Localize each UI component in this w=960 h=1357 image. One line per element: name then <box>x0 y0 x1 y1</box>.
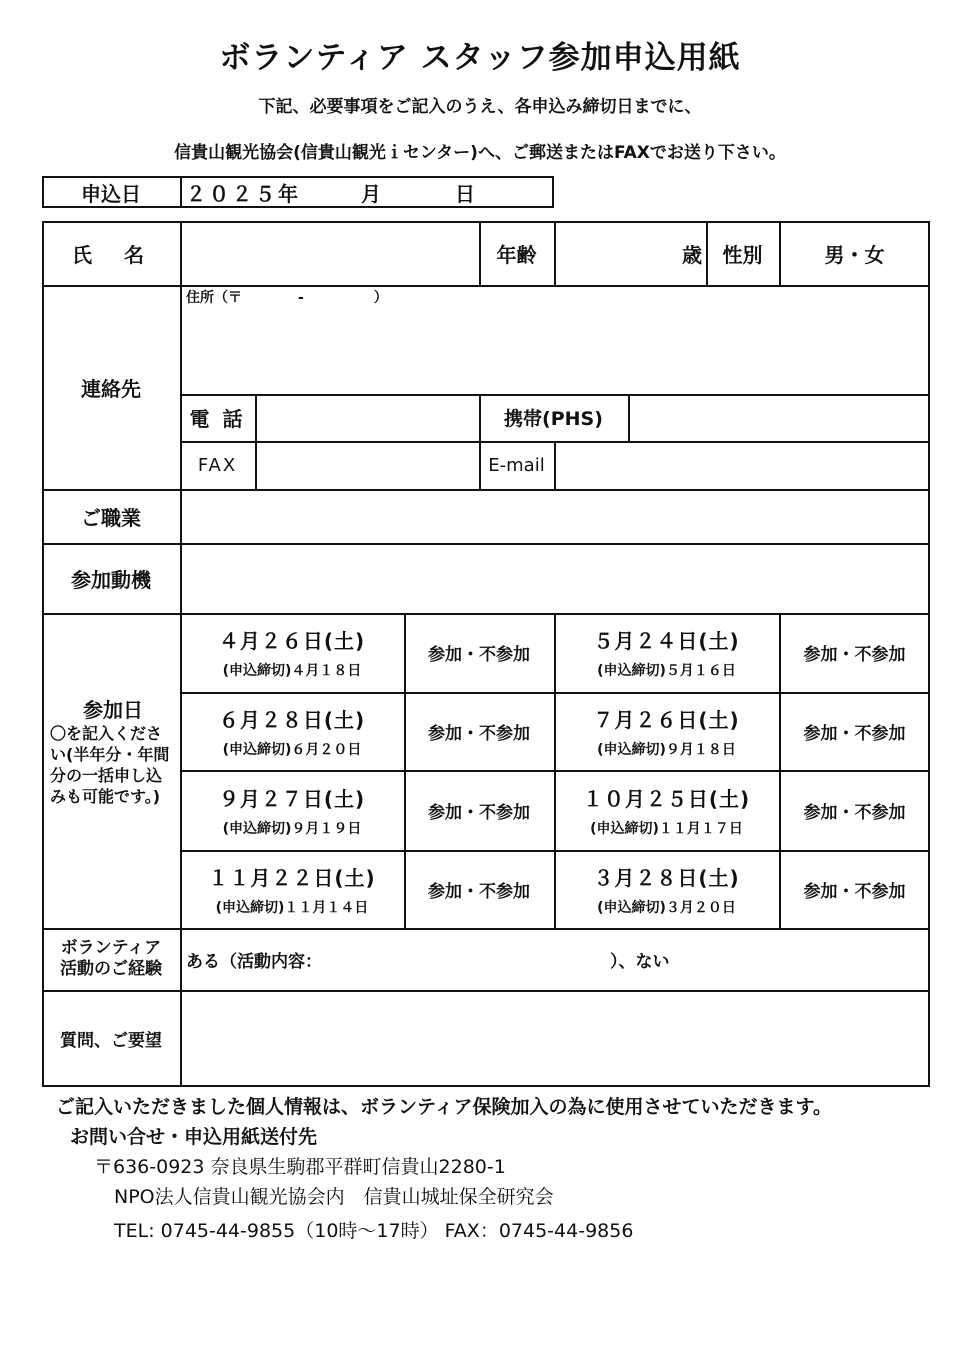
participation-note: 〇を記入ください(半年分・年間分の一括申し込みも可能です。) <box>50 724 170 806</box>
name-label: 氏 名 <box>72 242 150 267</box>
date-cell <box>554 692 779 770</box>
privacy-note: ご記入いただきました個人情報は、ボランティア保険加入の為に使用させていただきます。 <box>56 1096 832 1118</box>
application-year[interactable]: ２０２５年 <box>186 181 301 206</box>
deadline-date: (申込締切)４月１８日 <box>222 663 362 679</box>
occupation-field[interactable] <box>182 491 928 542</box>
phone-field[interactable] <box>257 396 477 440</box>
date-cell <box>554 850 779 928</box>
attendance-choice[interactable]: 参加・不参加 <box>428 723 530 744</box>
event-date: ６月２８日(土) <box>218 707 366 732</box>
attendance-choice[interactable]: 参加・不参加 <box>803 723 906 744</box>
contact-title: お問い合せ・申込用紙送付先 <box>70 1126 318 1148</box>
date-cell <box>180 692 404 770</box>
contact-address: 〒636-0923 奈良県生駒郡平群町信貴山2280-1 <box>94 1156 506 1178</box>
gender-choice[interactable]: 男・女 <box>824 242 885 267</box>
age-label: 年齢 <box>496 242 537 267</box>
attendance-choice[interactable]: 参加・不参加 <box>803 645 906 665</box>
form-title: ボランティア スタッフ参加申込用紙 <box>219 40 741 76</box>
application-day[interactable]: 日 <box>455 181 475 206</box>
attendance-choice[interactable]: 参加・不参加 <box>428 645 530 665</box>
deadline-date: (申込締切)９月１９日 <box>222 820 362 837</box>
fax-label: FAX <box>197 454 238 476</box>
motivation-label: 参加動機 <box>71 567 151 592</box>
contact-organization: NPO法人信貴山観光協会内 信貴山城址保全研究会 <box>114 1186 554 1208</box>
event-date: ４月２６日(土) <box>218 629 366 653</box>
phone-label: 電 話 <box>189 407 246 431</box>
address-label: 住所（〒 - ） <box>186 290 388 306</box>
participation-title: 参加日 <box>83 698 143 722</box>
application-month[interactable]: 月 <box>361 181 381 206</box>
questions-label: 質問、ご要望 <box>60 1031 162 1051</box>
attendance-choice[interactable]: 参加・不参加 <box>428 881 530 902</box>
instruction-line-1: 下記、必要事項をご記入のうえ、各申込み締切日までに、 <box>258 97 702 117</box>
mobile-label: 携帯(PHS) <box>504 408 603 430</box>
experience-label-line-2: 活動のご経験 <box>60 959 162 979</box>
application-date-label: 申込日 <box>81 181 141 206</box>
contact-label: 連絡先 <box>81 376 141 401</box>
age-field[interactable]: 歳 <box>682 242 702 267</box>
fax-field[interactable] <box>257 443 477 488</box>
questions-field[interactable] <box>182 992 928 1086</box>
name-field[interactable] <box>182 223 478 284</box>
event-date: １１月２２日(土) <box>208 865 376 890</box>
date-cell <box>180 613 404 692</box>
attendance-choice[interactable]: 参加・不参加 <box>803 881 906 902</box>
motivation-field[interactable] <box>182 545 928 612</box>
participation-label <box>50 694 176 807</box>
attendance-choice[interactable]: 参加・不参加 <box>803 802 906 823</box>
experience-no[interactable]: ）、ない <box>610 952 670 972</box>
occupation-label: ご職業 <box>81 505 141 530</box>
date-cell <box>180 770 404 850</box>
deadline-date: (申込締切)６月２０日 <box>222 741 362 758</box>
email-field[interactable] <box>556 443 928 488</box>
event-date: １０月２５日(土) <box>582 786 751 811</box>
address-field[interactable] <box>182 305 928 393</box>
event-date: ５月２４日(土) <box>593 629 740 653</box>
contact-tel-fax: TEL: 0745-44-9855（10時～17時） FAX：0745-44-9856 <box>114 1220 634 1242</box>
event-date: ７月２６日(土) <box>593 707 740 732</box>
experience-yes[interactable]: ある（活動内容： <box>186 952 322 972</box>
instruction-line-2: 信貴山観光協会(信貴山観光ｉセンター)へ、ご郵送またはFAXでお送り下さい。 <box>174 143 786 163</box>
gender-label: 性別 <box>722 242 763 267</box>
mobile-field[interactable] <box>630 396 928 440</box>
experience-label-line-1: ボランティア <box>60 938 162 958</box>
event-date: ３月２８日(土) <box>593 865 740 890</box>
email-label: E-mail <box>488 454 545 476</box>
event-date: ９月２７日(土) <box>218 786 366 811</box>
date-cell <box>180 850 404 928</box>
deadline-date: (申込締切)１１月１７日 <box>590 820 743 837</box>
deadline-date: (申込締切)３月２０日 <box>597 899 736 916</box>
experience-label <box>42 928 180 990</box>
attendance-choice[interactable]: 参加・不参加 <box>428 802 530 823</box>
date-cell <box>554 770 779 850</box>
date-cell <box>554 613 779 692</box>
deadline-date: (申込締切)１１月１４日 <box>215 899 369 916</box>
deadline-date: (申込締切)９月１８日 <box>597 741 736 758</box>
deadline-date: (申込締切)５月１６日 <box>597 663 736 679</box>
